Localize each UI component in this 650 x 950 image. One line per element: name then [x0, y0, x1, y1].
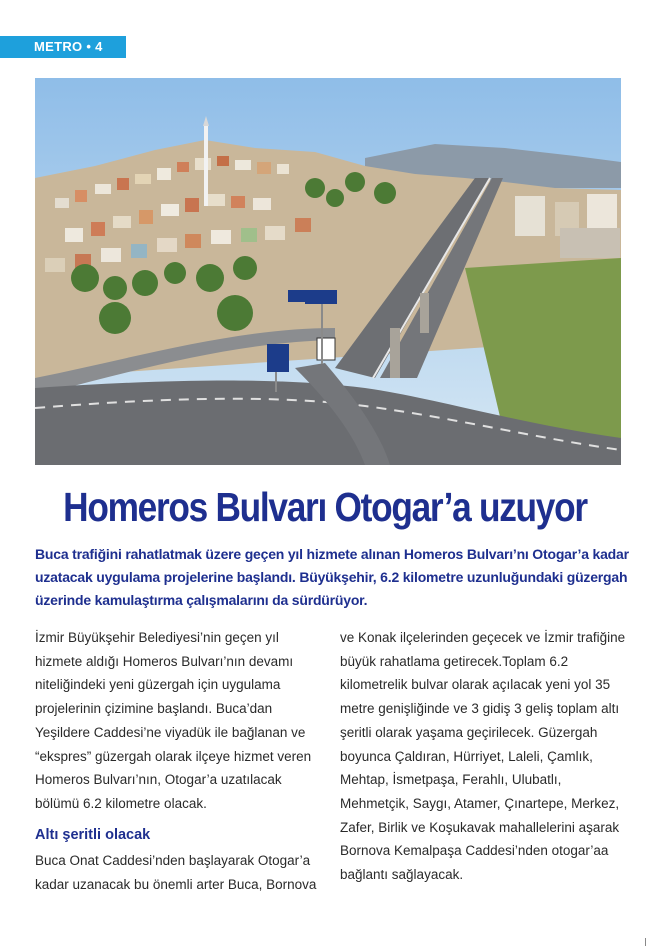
body-column-left: [35, 626, 317, 897]
article-headline: Homeros Bulvarı Otogar’a uzuyor: [63, 484, 587, 530]
body-paragraph: ve Konak ilçelerinden geçecek ve İzmir trafiğine büyük rahatlama getirecek.Toplam 6.2 kilometrelik bulvar olarak açılacak yeni yol 35 metre genişliğinde ve 3 gidiş 3 geliş toplam altı şeritli olarak yaşama geçirilecek. Güzergah boyunca Çaldıran, Hürriyet, Laleli, Çamlık, Mehtap, İsmetpaşa, Ferahlı, Ulubatlı, Mehmetçik, Saygı, Atamer, Çınartepe, Merkez, Zafer, Birlik ve Koşukavak mahallelerini aşarak Bornova Kemalpaşa Caddesi’nden otogar’aa bağlantı sağlayacak.: [340, 630, 626, 883]
highway-photo-icon: [35, 78, 621, 465]
section-label: METRO • 4: [0, 36, 126, 58]
article-lead: Buca trafiğini rahatlatmak üzere geçen yıl hizmete alınan Homeros Bulvarı’nı Otogar’a kadar uzatacak uygulama projelerine başlandı. Büyükşehir, 6.2 kilometre uzunluğundaki güzergah üzerinde kamulaştırma çalışmalarını da sürdürüyor.: [35, 546, 629, 608]
body-paragraph: Buca Onat Caddesi’nden başlayarak Otogar’a kadar uzanacak bu önemli arter Buca, Bornova: [35, 853, 317, 893]
hero-photo: [35, 78, 621, 465]
body-column-right: [340, 626, 632, 887]
body-paragraph: İzmir Büyükşehir Belediyesi’nin geçen yıl hizmete aldığı Homeros Bulvarı’nın devamı niteliğindeki yeni güzergah için uygulama projelerinin çizimine başlandı. Buca’dan Yeşildere Caddesi’ne viyadük ile bağlanan ve “ekspres” güzergah olarak ilçeye hizmet veren Homeros Bulvarı’nın, Otogar’a uzatılacak bölümü 6.2 kilometre olacak.: [35, 630, 312, 811]
page-edge-mark: [645, 938, 646, 946]
subheading: Altı şeritli olacak: [35, 826, 151, 843]
